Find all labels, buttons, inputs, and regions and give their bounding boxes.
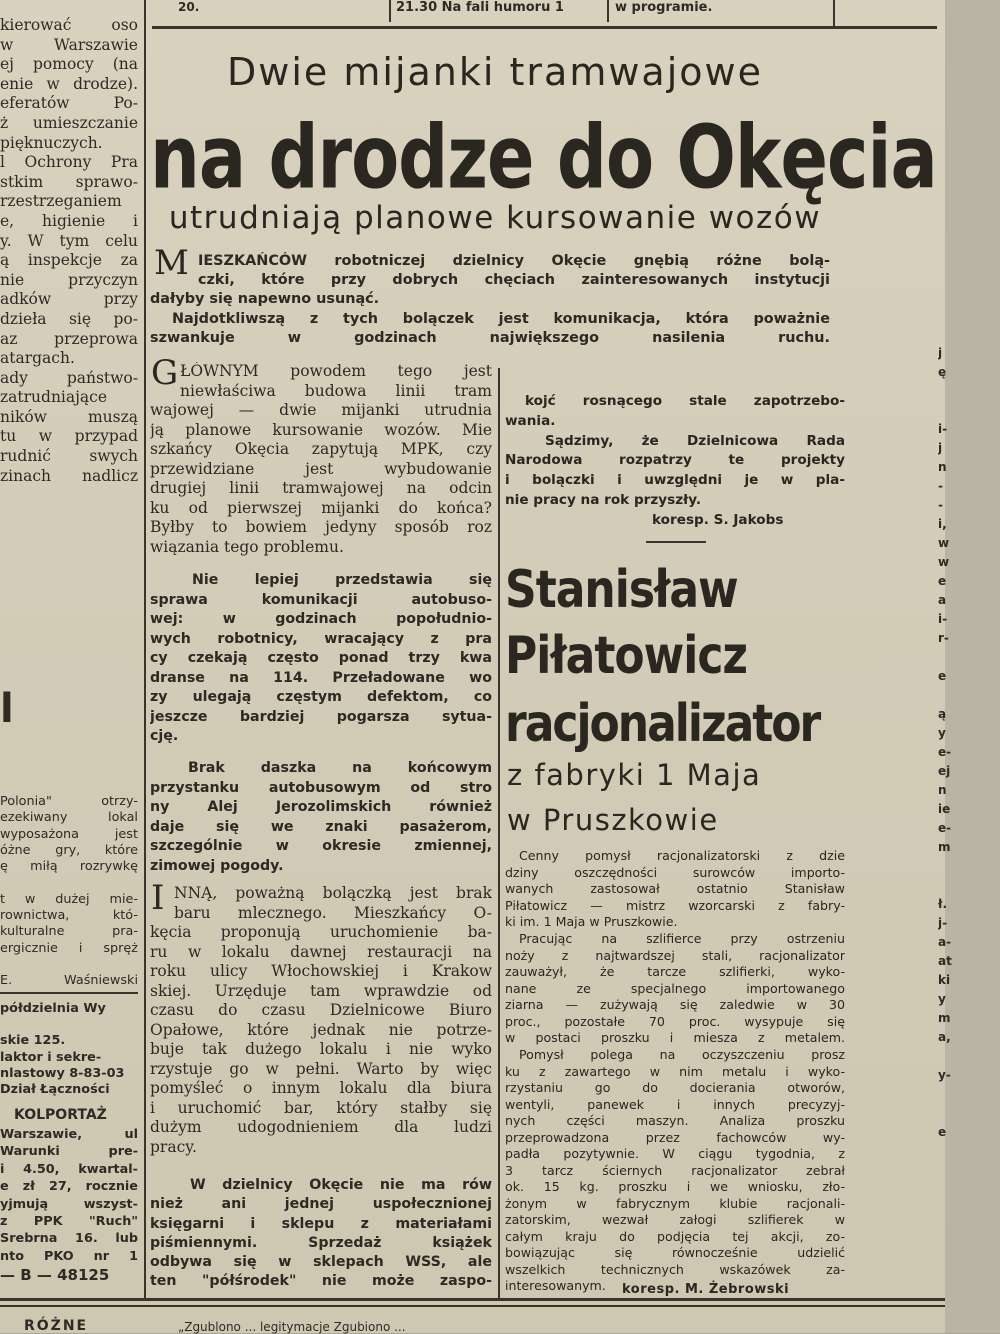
text-line: adków przy <box>0 290 138 309</box>
text-line <box>938 686 958 705</box>
text-line: skie 125. <box>0 1033 66 1049</box>
text-line: e <box>938 669 947 683</box>
text-line: Opałowe, które jednak nie potrze- <box>150 1020 492 1039</box>
separator <box>646 541 706 543</box>
text-line: ą <box>938 707 947 721</box>
text-line: e <box>938 1125 947 1139</box>
text-line: daje się we znaki pasażerom, <box>150 818 492 835</box>
text-line: az przeprowa <box>0 329 138 348</box>
text-line: ku od pierwszej mijanki do końca? <box>150 498 492 517</box>
text-line: półdzielnia Wy <box>0 1001 106 1016</box>
bottom-strip-middle: „Zgublono ... legitymacje Zgubiono ... <box>178 1320 406 1334</box>
text-line: interesowanym. <box>505 1278 606 1293</box>
text-line: ok. 15 kg. proszku i we wniosku, zło- <box>505 1179 845 1194</box>
text-line: nlastowy 8-83-03 <box>0 1065 125 1081</box>
text-line: Byłby to bowiem jedyny sposób roz <box>150 518 492 536</box>
text-line: ej <box>938 764 951 778</box>
text-line <box>938 382 958 401</box>
text-line: ten "półśrodek" nie może zaspo- <box>150 1273 492 1290</box>
text-line: kojć rosnącego stale zapotrzebo- <box>525 393 845 409</box>
text-line: jeszcze bardziej pogarsza sytua- <box>150 708 492 725</box>
bottom-rule <box>0 1298 945 1301</box>
text-line: szkańcy Okęcia zapytują MPK, czy <box>150 440 492 458</box>
left-column-text <box>0 1126 138 1265</box>
text-line: noży z najtwardszej stali, racjonalizator <box>505 947 845 963</box>
text-line: zatorskim, wezwał załogi szlifierek w <box>505 1212 845 1227</box>
text-line: tu w przypad <box>0 427 138 446</box>
text-line: wiązania tego problemu. <box>150 537 344 556</box>
text-line: szwankuje w godzinach największego nasilenia ruchu. <box>150 329 830 346</box>
text-line: j <box>938 441 943 455</box>
text-line: w Warszawie <box>0 35 138 54</box>
left-column-fragment: l <box>0 686 14 732</box>
text-line: rzestrzeganiem <box>0 192 122 211</box>
text-line: r- <box>938 631 949 645</box>
text-line: odbywa się w sklepach WSS, ale <box>150 1254 492 1271</box>
text-line: t w dużej mie- <box>0 891 138 907</box>
text-line: Piłatowicz — mistrz wzorcarski z fabry- <box>505 897 845 913</box>
text-line: wania. <box>505 412 556 429</box>
headline-line3: utrudniają planowe kursowanie wozów <box>168 200 822 236</box>
text-line: wentyli, panewek i innych precyzyj- <box>505 1096 845 1112</box>
text-line: ę <box>938 365 947 379</box>
top-strip-divider <box>833 0 835 26</box>
text-line: eferatów Po- <box>0 94 138 113</box>
text-line: zatrudniające <box>0 388 108 407</box>
text-line: rzystuje go w pełni. Warto by więc <box>150 1059 492 1078</box>
text-line: laktor i sekre- <box>0 1049 102 1065</box>
text-line: Najdotkliwszą z tych bolączek jest komunikacja, która poważnie <box>172 310 830 327</box>
text-line: y <box>938 992 946 1006</box>
text-line <box>938 1085 958 1104</box>
text-line: zinach nadlicz <box>0 466 138 485</box>
text-line <box>938 1104 958 1123</box>
text-line: roku ulicy Włochowskiej i Krakow <box>150 962 492 980</box>
text-line: rownictwa, któ- <box>0 908 138 924</box>
text-line: przewidziane jest wybudowanie <box>150 459 492 478</box>
text-line: Cenny pomysł racjonalizatorski z dzie <box>519 848 845 863</box>
bottom-strip-left: RÓŻNE <box>24 1318 89 1334</box>
text-line: e zł 27, rocznie <box>0 1179 138 1195</box>
text-line: W dzielnicy Okęcie nie ma rów <box>190 1177 492 1193</box>
text-line: i bolączki i uwzględni je w pla- <box>505 472 845 489</box>
subheadline-town: w Pruszkowie <box>507 803 719 837</box>
text-line: przeprowadzona przez fachowców wy- <box>505 1129 845 1145</box>
text-line: szczególnie w okresie zmiennej, <box>150 838 492 854</box>
middle-paragraph-5 <box>150 1176 492 1292</box>
text-line: e, higienie i <box>0 211 138 230</box>
footer-code: — B — 48125 <box>0 1266 110 1284</box>
text-line: czki, które przy dobrych chęciach zainteresowanych instytucji <box>198 272 830 289</box>
text-line: enie w drodze). <box>0 74 138 93</box>
text-line: buje tak dużego lokalu i nie wyko <box>150 1040 492 1058</box>
text-line: ki im. 1 Maja w Pruszkowie. <box>505 914 678 929</box>
text-line <box>938 876 958 895</box>
text-line: Polonia" otrzy- <box>0 794 138 809</box>
text-line: ł. <box>938 897 948 911</box>
bottom-rule <box>0 1305 945 1307</box>
text-line: atargach. <box>0 349 75 368</box>
text-line <box>938 1047 958 1066</box>
text-line: ej pomocy (na <box>0 55 138 74</box>
dropcap-i: I <box>151 878 165 918</box>
text-line: w <box>938 555 950 569</box>
left-column-text <box>0 794 138 990</box>
text-line: proc., pozostałe 70 proc. wysypuje się <box>505 1013 845 1029</box>
text-line: a <box>938 593 947 607</box>
text-line: rzystaniu go do docierania otworów, <box>505 1080 845 1095</box>
text-line: dziny oszczędności surowców importo- <box>505 864 845 880</box>
article-paragraph-3 <box>505 1047 845 1295</box>
text-line: ki <box>938 973 951 987</box>
text-line: ady państwo- <box>0 368 138 387</box>
text-line: ŁÓWNYM powodem tego jest <box>180 362 492 380</box>
text-line <box>938 401 958 420</box>
right-edge-fragments <box>938 344 958 1142</box>
subheadline-name1: Stanisław <box>505 560 738 621</box>
text-line: Srebrna 16. lub <box>0 1231 138 1247</box>
middle-paragraph-3 <box>150 759 492 876</box>
text-line: i uruchomić bar, który stałby się <box>150 1098 492 1117</box>
text-line: NNĄ, poważną bolączką jest brak <box>174 884 492 902</box>
text-line: wanych zastosował ostatnio Stanisław <box>505 881 845 896</box>
headline-line1: Dwie mijanki tramwajowe <box>227 50 763 94</box>
text-line: wej: w godzinach popołudnio- <box>150 611 492 627</box>
text-line: Pomysł polega na oczyszczeniu prosz <box>519 1047 845 1062</box>
text-line: i, <box>938 517 947 531</box>
text-line: bowiązując się równocześnie udzielić <box>505 1245 845 1260</box>
text-line: w <box>938 536 950 550</box>
dropcap-g: G <box>151 353 179 393</box>
text-line: ż umieszczanie <box>0 113 138 132</box>
top-strip-divider <box>389 0 391 22</box>
text-line: stkim sprawo- <box>0 172 138 191</box>
right-column-continuation <box>505 392 845 511</box>
middle-paragraph-1 <box>150 362 492 557</box>
kolportaz-title: KOLPORTAŻ <box>14 1107 107 1123</box>
signature-jakobs: koresp. S. Jakobs <box>652 512 784 528</box>
text-line: cy czekają często ponad trzy kwa <box>150 650 492 666</box>
text-line: ru w lokalu dawnej restauracji na <box>150 942 492 961</box>
left-column-rule <box>0 992 138 994</box>
text-line: e <box>938 574 947 588</box>
text-line: Narodowa rozpatrzy te projekty <box>505 452 845 469</box>
text-line: y <box>938 726 946 740</box>
text-line: - <box>938 479 943 493</box>
text-line: niewłaściwa budowa linii tram <box>180 381 492 400</box>
text-line: ie <box>938 802 951 816</box>
text-line: wajowej — dwie mijanki utrudnia <box>150 401 492 419</box>
text-line: yjmują wszyst- <box>0 1196 138 1212</box>
text-line: a- <box>938 935 952 949</box>
left-column-text <box>0 1001 138 1098</box>
text-line: kulturalne pra- <box>0 924 138 940</box>
text-line: e- <box>938 821 952 835</box>
text-line: e- <box>938 745 952 759</box>
lead-paragraph <box>150 252 830 348</box>
text-line: nie pracy na rok przyszły. <box>505 491 701 508</box>
column-rule <box>498 368 500 1298</box>
top-strip-middle: 21.30 Na fali humoru 1 <box>396 0 564 15</box>
text-line: Dział Łączności <box>0 1082 110 1098</box>
text-line: ku z zawartego w nim metalu i wyko- <box>505 1063 845 1079</box>
text-line: m <box>938 840 951 854</box>
text-line: wyposażona jest <box>0 826 138 842</box>
top-rule <box>152 26 937 29</box>
text-line <box>0 1017 138 1033</box>
text-line: j <box>938 346 943 360</box>
text-line: zimowej pogody. <box>150 857 284 874</box>
text-line: ników muszą <box>0 407 138 426</box>
text-line: 3 tarcz ściernych racjonalizator zebrał <box>505 1162 845 1178</box>
text-line: pięknuczych. <box>0 133 103 152</box>
text-line: skiej. Urzęduje tam wprawdzie od <box>150 981 492 1000</box>
text-line: Warunki pre- <box>0 1144 138 1160</box>
text-line: sprawa komunikacji autobuso- <box>150 591 492 608</box>
text-line: wszelkich technicznych wskazówek za- <box>505 1261 845 1277</box>
text-line: n <box>938 460 947 474</box>
text-line: óżne gry, które <box>0 842 138 858</box>
text-line: czasu do czasu Dzielnicowe Biuro <box>150 1001 492 1019</box>
text-line: ę miłą rozrywkę <box>0 859 138 875</box>
headline-line2: na drodze do Okęcia <box>150 106 937 209</box>
text-line: rudnić swych <box>0 447 138 466</box>
text-line: Nie lepiej przedstawia się <box>192 572 492 588</box>
text-line: ą inspekcje za <box>0 251 138 270</box>
text-line: y. W tym celu <box>0 231 138 250</box>
text-line: nie przyczyn <box>0 270 138 289</box>
text-line: Warszawie, ul <box>0 1127 138 1142</box>
text-line: dałyby się napewno usunąć. <box>150 291 380 308</box>
text-line: żonym w fabrycznym klubie racjonali- <box>505 1195 845 1211</box>
text-line: dzieła się po- <box>0 309 138 328</box>
text-line: at <box>938 954 952 968</box>
text-line: pracy. <box>150 1137 197 1156</box>
text-line <box>0 875 138 891</box>
text-line: Brak daszka na końcowym <box>188 760 492 776</box>
text-line: ją planowe kursowanie wozów. Mie <box>150 420 492 439</box>
text-line: przystanku autobusowym od stro <box>150 779 492 796</box>
text-line: Sądzimy, że Dzielnicowa Rada <box>545 432 845 449</box>
text-line: nto PKO nr 1 <box>0 1248 138 1264</box>
signature-zebrowski: koresp. M. Żebrowski <box>622 1282 790 1297</box>
article-paragraph-1 <box>505 848 845 931</box>
text-line: E. Waśniewski <box>0 973 138 989</box>
text-line: i 4.50, kwartal- <box>0 1161 138 1177</box>
text-line: baru mlecznego. Mieszkańcy O- <box>174 903 492 922</box>
text-line: dużym udogodnieniem dla ludzi <box>150 1118 492 1136</box>
text-line: pomyśleć o innym lokalu dla biura <box>150 1079 492 1097</box>
text-line: kierować oso <box>0 16 138 34</box>
text-line: Pracując na szlifierce przy ostrzeniu <box>519 931 845 946</box>
middle-paragraph-4 <box>150 878 492 1157</box>
text-line: w postaci proszku i miesza z metalem. <box>505 1030 845 1045</box>
text-line: piśmiennymi. Sprzedaż książek <box>150 1234 492 1251</box>
column-rule <box>144 0 146 1300</box>
text-line: ezekiwany lokal <box>0 810 138 826</box>
subheadline-name2: Piłatowicz <box>505 626 748 687</box>
text-line: m <box>938 1011 951 1025</box>
text-line: drugiej linii tramwajowej na odcin <box>150 479 492 497</box>
lead-dropcap: M <box>154 243 189 283</box>
text-line: padła pozytywnie. W ciągu tygodnia, z <box>505 1146 845 1161</box>
text-line: ziarna — zużywają się zaledwie w 30 <box>505 997 845 1012</box>
text-line: całym kraju do podjęcia tej akcji, zo- <box>505 1228 845 1244</box>
text-line: a, <box>938 1030 951 1044</box>
text-line <box>0 957 138 973</box>
text-line: n <box>938 783 947 797</box>
text-line: j- <box>938 916 948 930</box>
text-line: cję. <box>150 728 179 744</box>
top-strip-right: w programie. <box>615 0 713 15</box>
text-line: zy ulegają częstym defektom, co <box>150 689 492 705</box>
top-strip-left: 20. <box>178 0 200 14</box>
text-line: z PPK "Ruch" <box>0 1214 138 1230</box>
text-line: kęcia proponują uruchomienie ba- <box>150 923 492 941</box>
subheadline-title: racjonalizator <box>505 694 820 755</box>
text-line: - <box>938 498 943 512</box>
text-line: y- <box>938 1068 951 1082</box>
text-line: ergicznie i spręż <box>0 940 138 956</box>
text-line: i- <box>938 422 948 436</box>
text-line <box>938 648 958 667</box>
top-strip-divider <box>607 0 609 22</box>
text-line: nież ani jednej uspołecznionej <box>150 1196 492 1213</box>
text-line: i- <box>938 612 948 626</box>
middle-paragraph-2 <box>150 571 492 747</box>
text-line: dranse na 114. Przeładowane wo <box>150 669 492 686</box>
text-line: nych części maszyn. Analiza proszku <box>505 1113 845 1128</box>
left-column-text <box>0 16 138 486</box>
text-line: nane ze specjalnego importowanego <box>505 980 845 996</box>
article-paragraph-2 <box>505 931 845 1047</box>
subheadline-factory: z fabryki 1 Maja <box>507 758 762 792</box>
text-line: wych robotnicy, wracający z pra <box>150 630 492 647</box>
text-line: zauważył, że tarcze szlifierki, wyko- <box>505 964 845 979</box>
text-line: IESZKAŃCÓW robotniczej dzielnicy Okęcie gnębią różne bolą- <box>198 253 830 269</box>
text-line: ny Alej Jerozolimskich również <box>150 799 492 815</box>
text-line: l Ochrony Pra <box>0 153 138 172</box>
text-line <box>938 857 958 876</box>
text-line: księgarni i sklepu z materiałami <box>150 1215 492 1232</box>
